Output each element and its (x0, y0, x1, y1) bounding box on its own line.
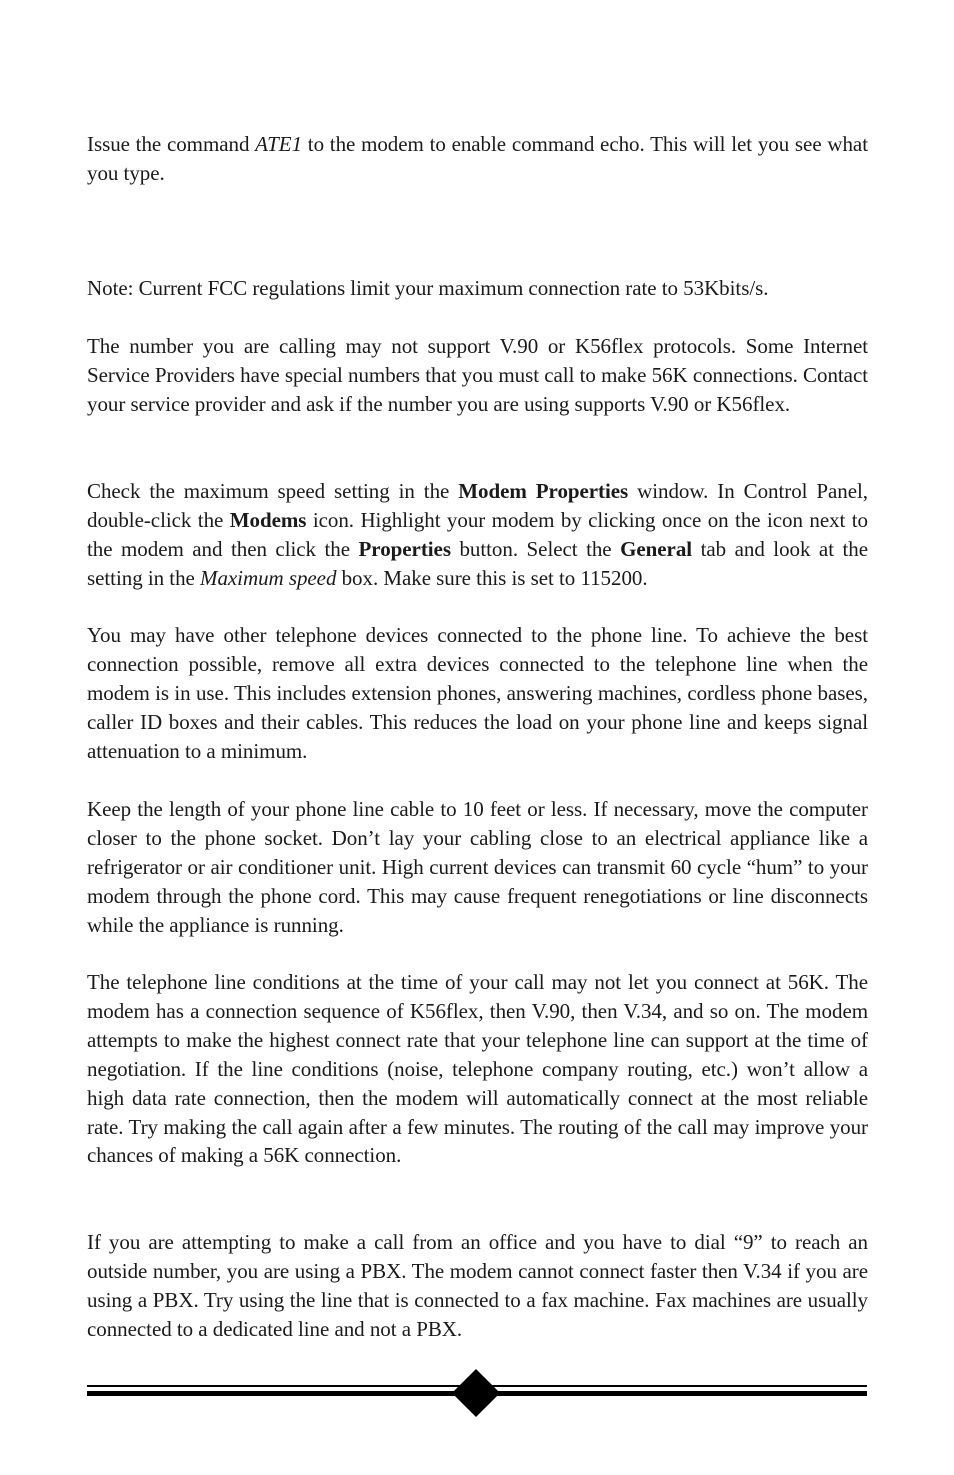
p4-text-c: icon. Highlight your modem by clicking once on the icon next to the modem and then click the (87, 507, 869, 561)
general-term: General (620, 536, 693, 561)
modems-term: Modems (229, 507, 307, 532)
paragraph-protocol-support: The number you are calling may not support V.90 or K56flex protocols. Some Internet Service Providers have special numbers that you must call to make 56K connections. Contact your service provider and ask if the number you are using supports V.90 or K56flex. (87, 334, 868, 416)
paragraph-command-echo (87, 130, 868, 188)
paragraph-cable-length: Keep the length of your phone line cable to 10 feet or less. If necessary, move the computer closer to the phone socket. Don’t lay your cabling close to an electrical appliance like a refrigerator or air conditioner unit. High current devices can transmit 60 cycle “hum” to your modem through the phone cord. This may cause frequent renegotiations or line disconnects while the appliance is running. (87, 797, 868, 937)
modem-properties-term: Modem Properties (458, 479, 629, 503)
paragraph-max-speed-setting (87, 477, 868, 593)
ate1-command: ATE1 (255, 132, 303, 156)
paragraph-fcc-note: Note: Current FCC regulations limit your maximum connection rate to 53Kbits/s. (87, 276, 769, 300)
p4-text-f: box. Make sure this is set to 115200. (336, 565, 648, 590)
paragraph-pbx: If you are attempting to make a call from an office and you have to dial “9” to reach an outside number, you are using a PBX. The modem cannot connect faster then V.34 if you are using a PBX. Try using the line that is connected to a fax machine. Fax machines are usually connected to a dedicated line and not a PBX. (87, 1230, 868, 1341)
paragraph-line-conditions: The telephone line conditions at the time of your call may not let you connect at 56K. The modem has a connection sequence of K56flex, then V.90, then V.34, and so on. The modem attempts to make the highest connect rate that your telephone line can support at the time of negotiation. If the line conditions (noise, telephone company routing, etc.) won’t allow a high data rate connection, then the modem will automatically connect at the most reliable rate. Try making the call again after a few minutes. The routing of the call may improve your chances of making a 56K connection. (87, 970, 868, 1168)
properties-term: Properties (358, 536, 451, 561)
maximum-speed-term: Maximum speed (200, 565, 337, 590)
p1-text-b: to the modem to enable command echo. This will let you see what you type. (87, 132, 868, 185)
p4-text-d: button. Select the (450, 536, 621, 561)
p1-text-a: Issue the command (87, 132, 256, 156)
p4-text-a: Check the maximum speed setting in the (87, 479, 459, 503)
p4-text-b: window. In Control Panel, double-click the (87, 479, 868, 532)
p4-text-e: tab and look at the setting in the (87, 536, 869, 590)
manual-page (87, 0, 868, 1475)
paragraph-extra-devices: You may have other telephone devices connected to the phone line. To achieve the best connection possible, remove all extra devices connected to the telephone line when the modem is in use. This includes extension phones, answering machines, cordless phone bases, caller ID boxes and their cables. This reduces the load on your phone line and keeps signal attenuation to a minimum. (87, 623, 868, 763)
